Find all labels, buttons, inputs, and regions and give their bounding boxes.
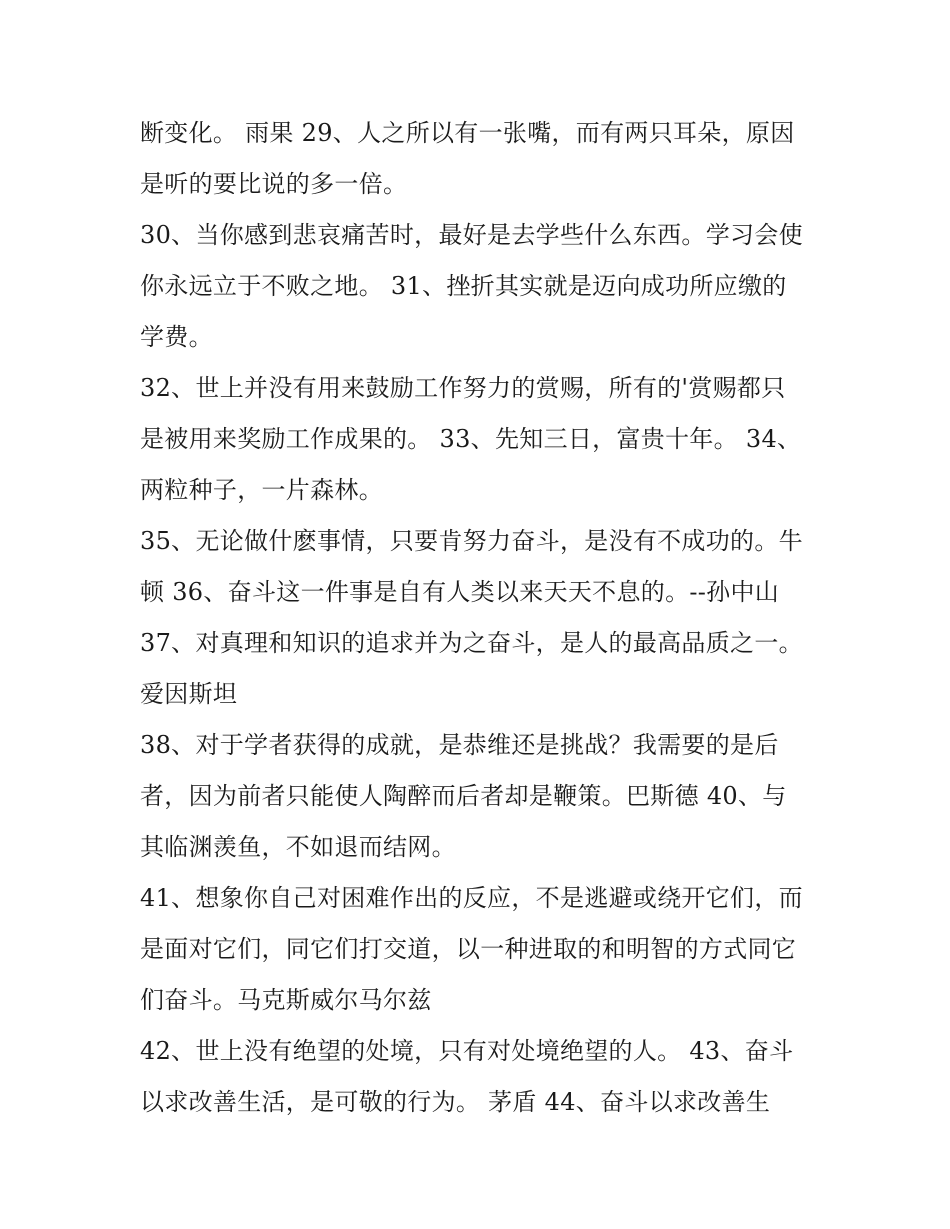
text-line: 断变化。 雨果 29、人之所以有一张嘴，而有两只耳朵，原因 <box>140 119 795 147</box>
text-line: 42、世上没有绝望的处境，只有对处境绝望的人。 43、奋斗 <box>140 1037 794 1065</box>
text-line: 30、当你感到悲哀痛苦时，最好是去学些什么东西。学习会使 <box>140 221 803 249</box>
text-line: 38、对于学者获得的成就，是恭维还是挑战？我需要的是后 <box>140 731 779 759</box>
text-line: 37、对真理和知识的追求并为之奋斗，是人的最高品质之一。 <box>140 629 803 657</box>
text-line: 顿 36、奋斗这一件事是自有人类以来天天不息的。--孙中山 <box>140 578 780 606</box>
text-line: 是面对它们，同它们打交道，以一种进取的和明智的方式同它 <box>140 935 797 963</box>
text-line: 32、世上并没有用来鼓励工作努力的赏赐，所有的'赏赐都只 <box>140 374 786 402</box>
text-line: 41、想象你自己对困难作出的反应，不是逃避或绕开它们，而 <box>140 884 803 912</box>
text-line: 者，因为前者只能使人陶醉而后者却是鞭策。巴斯德 40、与 <box>140 782 787 810</box>
text-line: 学费。 <box>140 323 213 351</box>
text-line: 是被用来奖励工作成果的。 33、先知三日，富贵十年。 34、 <box>140 425 802 453</box>
text-line: 以求改善生活，是可敬的行为。 茅盾 44、奋斗以求改善生 <box>140 1088 771 1116</box>
text-line: 35、无论做什麽事情，只要肯努力奋斗，是没有不成功的。牛 <box>140 527 803 555</box>
text-line: 是听的要比说的多一倍。 <box>140 170 408 198</box>
document-body <box>140 108 830 1128</box>
text-line: 两粒种子，一片森林。 <box>140 476 383 504</box>
text-line: 其临渊羡鱼，不如退而结网。 <box>140 833 456 861</box>
text-line: 爱因斯坦 <box>140 680 238 708</box>
text-line: 你永远立于不败之地。 31、挫折其实就是迈向成功所应缴的 <box>140 272 787 300</box>
text-line: 们奋斗。马克斯威尔马尔兹 <box>140 986 432 1014</box>
